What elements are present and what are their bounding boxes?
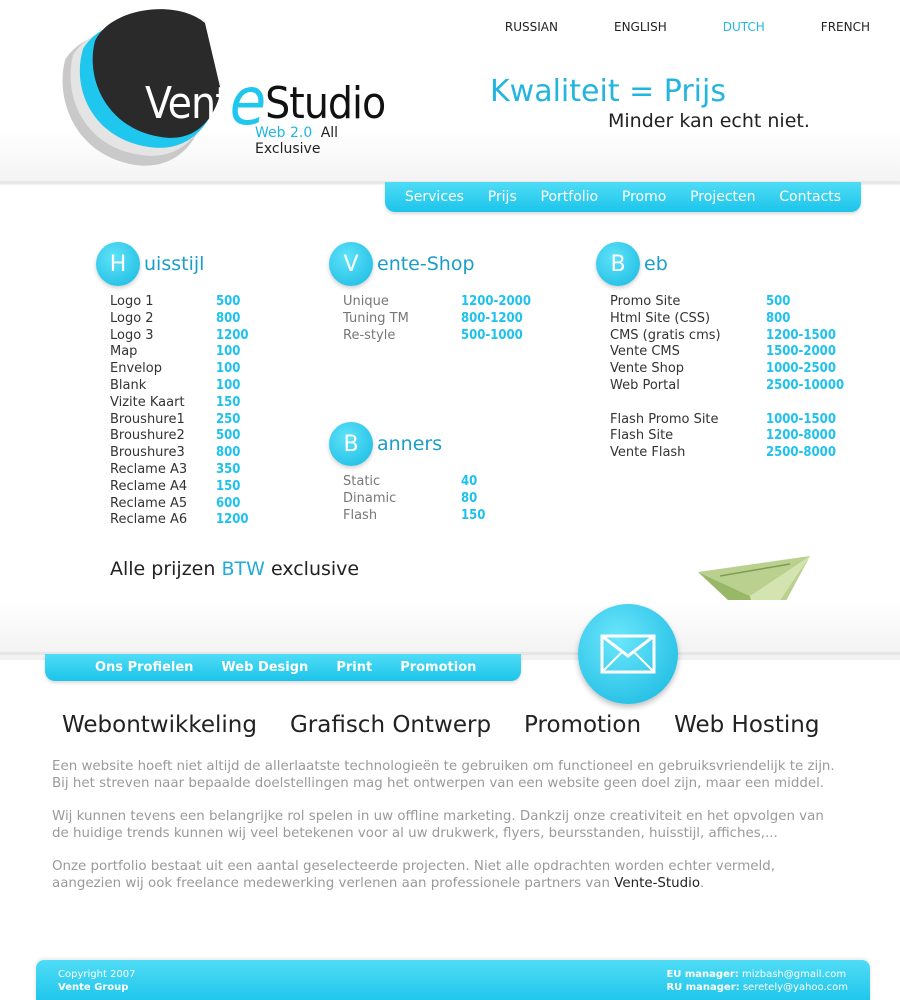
price-row [110,378,249,395]
intro-paragraph-3 [52,858,842,892]
intro-paragraph-3-text: Onze portfolio bestaat uit een aantal geselecteerde projecten. Niet alle opdrachten worden echter vermeld, aangezien wij ook freelance medewerking verlenen aan professionele partners van [52,859,775,891]
logo-tagline-rest: All Exclusive [255,125,339,157]
column-heading [329,420,485,468]
price-item-name: Reclame A3 [110,461,188,477]
nav-prijs[interactable]: Prijs [487,189,517,205]
subnav-web-design[interactable]: Web Design [221,660,309,675]
price-item-value: 250 [216,411,241,427]
price-column-web [596,240,844,462]
price-item-name: CMS (gratis cms) [610,327,721,343]
price-column-banners [329,420,485,524]
price-item-value: 800 [216,445,241,461]
price-item-value: 350 [216,461,241,477]
price-item-value: 600 [216,495,241,511]
price-column-huisstijl [96,240,249,529]
price-item-name: Flash Site [610,428,674,444]
price-item-name: Map [110,344,138,360]
ru-manager-label: RU manager: [666,982,740,993]
service-web-hosting: Web Hosting [674,712,820,738]
logo-tagline-web: Web 2.0 [255,125,313,141]
price-row [343,328,531,345]
logo-vent: Vent [145,78,230,129]
price-row [110,462,249,479]
price-item-name: Blank [110,377,147,393]
subnav-promotion[interactable]: Promotion [400,660,477,675]
letter-badge: B [329,422,373,466]
price-row [110,311,249,328]
site-logo[interactable] [45,5,386,175]
price-item-name: Vente CMS [610,344,680,360]
slogan-title: Kwaliteit = Prijs [490,74,726,109]
logo-tagline [255,125,365,157]
price-row [110,496,249,513]
price-item-value: 2500-10000 [766,377,845,393]
copyright-text: Copyright 2007 [58,969,136,980]
main-nav [385,182,861,212]
price-row [110,395,249,412]
price-list [610,294,844,462]
letter-badge: B [596,242,640,286]
price-item-name: Logo 3 [110,327,154,343]
price-item-value: 500 [216,428,241,444]
price-row [110,479,249,496]
price-list [110,294,249,529]
price-row [343,294,531,311]
price-item-name: Web Portal [610,377,680,393]
price-item-name: Flash Promo Site [610,411,719,427]
price-row [343,474,485,491]
footer-contacts [666,968,848,994]
price-item-name: Vente Flash [610,445,686,461]
price-item-name: Vizite Kaart [110,394,185,410]
price-item-name: Unique [343,294,389,309]
price-item-value: 800-1200 [461,310,523,326]
eu-manager-email[interactable]: mizbash@gmail.com [741,969,847,980]
lang-french[interactable]: FRENCH [820,20,870,34]
price-item-value: 100 [216,344,241,360]
price-item-value: 1500-2000 [766,344,836,360]
price-item-name: Reclame A4 [110,478,188,494]
price-item-name: Static [343,474,381,489]
lang-english[interactable]: ENGLISH [614,20,667,34]
intro-paragraph-3-end: . [699,876,705,891]
price-item-name: Reclame A5 [110,495,188,511]
price-list [343,294,531,344]
price-item-name: Tuning TM [343,310,409,326]
intro-paragraph-2: Wij kunnen tevens een belangrijke rol spelen in uw offline marketing. Dankzij onze creativiteit en het opvolgen van de huidige trends kunnen wij veel betekenen voor al uw drukwerk, flyers, beursstanden, huisstijl, affiches,... [52,809,824,841]
price-item-value: 150 [216,394,241,410]
price-item-value: 1200-8000 [766,428,836,444]
column-title: anners [377,433,443,455]
price-item-name: Logo 2 [110,310,154,326]
price-item-value: 800 [766,310,791,326]
price-row [610,344,844,361]
list-spacer [610,395,844,412]
price-item-value: 500 [216,294,241,309]
price-row [610,328,844,345]
price-row [110,328,249,345]
vat-notice-pre: Alle prijzen [110,558,216,580]
price-list [343,474,485,524]
price-item-name: Flash [343,507,378,523]
price-item-name: Promo Site [610,294,681,309]
column-title: uisstijl [144,253,205,275]
subnav-ons-profielen[interactable]: Ons Profielen [95,660,194,675]
price-item-value: 800 [216,310,241,326]
price-item-name: Broushure1 [110,411,185,427]
price-item-value: 1000-1500 [766,411,836,427]
price-row [343,311,531,328]
price-row [343,491,485,508]
price-item-value: 150 [461,507,486,523]
price-item-value: 150 [216,478,241,494]
language-switcher [449,20,870,34]
nav-contacts[interactable]: Contacts [779,189,842,205]
price-item-value: 1200-1500 [766,327,836,343]
footer [36,960,870,1000]
price-item-name: Dinamic [343,490,397,506]
footer-copyright [58,968,136,994]
price-item-name: Vente Shop [610,361,685,377]
price-row [110,344,249,361]
lang-russian[interactable]: RUSSIAN [504,20,558,34]
service-grafisch-ontwerp: Grafisch Ontwerp [289,712,492,738]
nav-portfolio[interactable]: Portfolio [540,189,599,205]
price-item-name: Envelop [110,361,162,377]
price-item-value: 80 [461,490,478,506]
price-row [110,361,249,378]
column-heading [96,240,249,288]
price-item-value: 500-1000 [461,327,523,343]
price-column-vente-shop [329,240,531,344]
price-item-value: 1200 [216,512,249,528]
ru-manager-email[interactable]: seretely@yahoo.com [742,982,848,993]
price-item-name: Logo 1 [110,294,154,309]
service-webontwikkeling: Webontwikkeling [62,712,257,738]
price-row [110,445,249,462]
price-item-value: 2500-8000 [766,445,836,461]
letter-badge: V [329,242,373,286]
price-row [610,412,844,429]
mail-envelope-icon[interactable] [578,604,678,704]
price-item-value: 1200-2000 [461,294,531,309]
price-item-name: Html Site (CSS) [610,310,711,326]
intro-paragraph-1: Een website hoeft niet altijd de allerlaatste technologieën te gebruiken om functioneel en gebruiksvriendelijk te zijn. Bij het streven naar bepaalde doelstellingen mag het ontwerpen van een website geen doel zijn, maar een middel. [52,759,835,791]
price-row [610,361,844,378]
price-item-value: 500 [766,294,791,309]
logo-studio: Studio [265,78,386,129]
logo-e: e [229,63,266,140]
price-row [610,445,844,462]
price-item-value: 40 [461,474,478,489]
nav-promo[interactable]: Promo [621,189,667,205]
column-title: eb [644,253,668,275]
price-row [610,378,844,395]
price-item-value: 100 [216,361,241,377]
column-title: ente-Shop [377,253,475,275]
column-heading [596,240,844,288]
price-row [610,428,844,445]
brand-link[interactable]: Vente-Studio [614,876,700,891]
price-row [343,508,485,525]
price-row [610,294,844,311]
vat-notice [110,558,359,580]
eu-manager-label: EU manager: [666,969,739,980]
price-row [110,512,249,529]
price-item-value: 1000-2500 [766,361,836,377]
nav-projecten[interactable]: Projecten [690,189,756,205]
price-row [110,294,249,311]
price-item-name: Reclame A6 [110,512,188,528]
price-item-name: Broushure3 [110,445,185,461]
services-band [0,600,900,660]
lang-dutch[interactable]: DUTCH [722,20,765,34]
column-heading [329,240,531,288]
price-item-value: 100 [216,377,241,393]
vat-notice-highlight: BTW [221,558,265,580]
price-item-value: 1200 [216,327,249,343]
price-row [610,311,844,328]
price-row [110,412,249,429]
sub-nav [45,654,521,681]
nav-services[interactable]: Services [404,189,464,205]
subnav-print[interactable]: Print [336,660,373,675]
service-promotion: Promotion [524,712,642,738]
slogan-subtitle: Minder kan echt niet. [608,110,810,132]
price-item-name: Re-style [343,327,396,343]
logo-wordmark [145,57,386,140]
price-row [110,428,249,445]
vat-notice-post: exclusive [270,558,360,580]
company-name: Vente Group [58,982,129,993]
letter-badge: H [96,242,140,286]
price-item-name: Broushure2 [110,428,185,444]
services-headings [62,712,819,738]
